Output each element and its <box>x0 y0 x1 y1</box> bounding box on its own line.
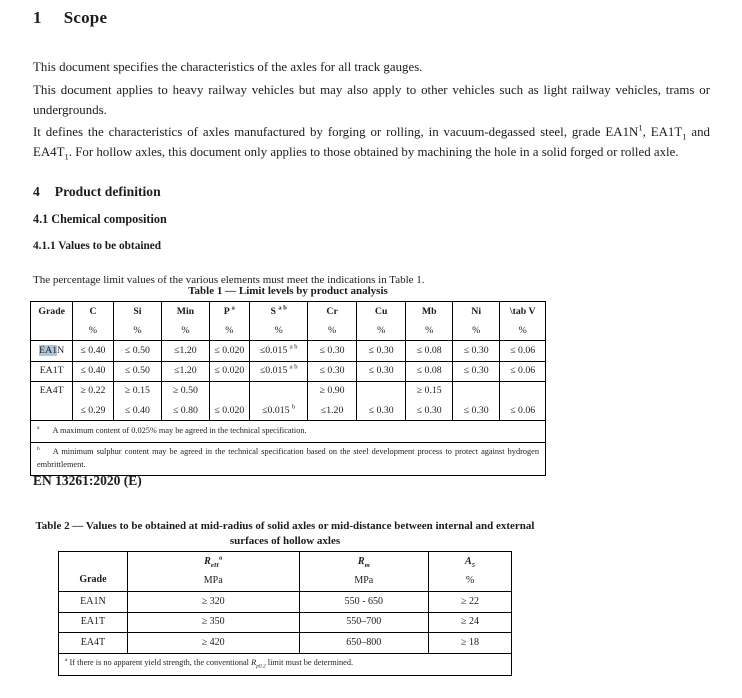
table-cell: ≤1.20 <box>308 401 357 421</box>
table-cell <box>31 302 73 341</box>
subscript-text: m <box>364 561 370 569</box>
text-segment: A <box>465 555 472 567</box>
table-cell <box>250 382 308 401</box>
text-segment: It defines the characteristics of axles manufactured by forging or rolling, in vacuum-degassed steel, grade EA1N <box>33 124 639 139</box>
table-cell: 550 - 650 <box>300 592 430 613</box>
superscript-text: a b <box>278 304 287 312</box>
text-segment: R <box>204 555 211 567</box>
table-cell: ≤ 0.08 <box>406 341 452 361</box>
text-segment: Si <box>133 305 142 317</box>
superscript-text: a <box>65 657 68 664</box>
table-cell: EA4T <box>31 382 73 421</box>
subscript-text: eH <box>210 561 219 569</box>
table-row <box>31 321 546 341</box>
text-segment: . For hollow axles, this document only applies to those obtained by machining the hole in a solid forged or rolled axle. <box>68 144 679 159</box>
table-cell <box>250 362 308 382</box>
scope-paragraph-1: This document specifies the characteristics of the axles for all track gauges. <box>33 59 423 74</box>
table-cell: ≤ 0.40 <box>73 341 113 361</box>
table-cell <box>453 382 501 401</box>
section-title: Product definition <box>54 184 161 199</box>
table-cell <box>128 552 300 572</box>
table-cell: ≥ 24 <box>429 613 512 634</box>
table-cell <box>453 302 501 321</box>
table-row <box>59 613 512 634</box>
text-segment: R <box>251 658 257 668</box>
table-row <box>59 633 512 654</box>
table-cell: ≤1.20 <box>162 341 210 361</box>
subscript-text: p0.2 <box>256 663 266 670</box>
table-cell <box>500 382 546 401</box>
table-cell: % <box>250 321 308 341</box>
table-cell: ≤ 0.30 <box>406 401 452 421</box>
table-cell: % <box>500 321 546 341</box>
table-cell: ≥ 420 <box>128 633 300 654</box>
table-cell <box>162 302 210 321</box>
table-cell: ≥ 0.15 <box>114 382 163 401</box>
table-cell: MPa <box>300 572 430 593</box>
highlighted-text: EA1 <box>39 344 58 356</box>
text-segment: ≤0.015 <box>259 365 290 377</box>
table-row <box>31 362 546 382</box>
table-cell <box>357 302 407 321</box>
table-cell: EA1N <box>59 592 128 613</box>
section-number: 4 <box>33 184 40 199</box>
table-cell: ≥ 0.50 <box>162 382 210 401</box>
superscript-text: 1 <box>638 122 643 133</box>
table-cell: % <box>453 321 501 341</box>
table-row <box>59 654 512 676</box>
table-cell: 650–800 <box>300 633 430 654</box>
table-cell: ≥ 22 <box>429 592 512 613</box>
table-cell: ≤ 0.40 <box>73 362 113 382</box>
text-segment: \tab V <box>509 305 536 317</box>
section-title: Scope <box>63 8 108 27</box>
table-row <box>59 592 512 613</box>
subscript-text: 1 <box>682 131 687 142</box>
table-cell <box>31 421 546 443</box>
text-segment: Cu <box>374 305 388 317</box>
table2-caption: Table 2 — Values to be obtained at mid-radius of solid axles or mid-distance between internal and external surfaces of hollow axles <box>35 520 535 548</box>
table-cell: ≤ 0.30 <box>357 341 407 361</box>
text-segment: limit must be determined. <box>265 658 354 668</box>
table-cell: % <box>308 321 357 341</box>
table-cell: ≤ 0.30 <box>308 341 357 361</box>
text-segment: R <box>357 555 365 567</box>
table-2 <box>58 551 512 676</box>
scope-paragraph-2: This document applies to heavy railway vehicles but may also apply to other vehicles such as light railway vehicles, trams or undergrounds. <box>33 82 710 117</box>
table-cell: ≤ 0.30 <box>357 401 407 421</box>
table-cell <box>210 302 250 321</box>
table-cell: % <box>114 321 163 341</box>
table-cell: ≤ 0.020 <box>210 401 250 421</box>
table-cell: ≤ 0.06 <box>500 362 546 382</box>
table-cell: % <box>162 321 210 341</box>
table-row <box>31 382 546 401</box>
table-cell: ≥ 0.15 <box>406 382 452 401</box>
doc-reference: EN 13261:2020 (E) <box>33 473 142 488</box>
table-row <box>31 401 546 421</box>
table-cell: ≥ 0.22 <box>73 382 113 401</box>
table-cell: EA1T <box>31 362 73 382</box>
section-heading-product-definition <box>33 184 161 200</box>
superscript-text: a <box>218 554 223 562</box>
table-cell <box>429 552 512 572</box>
superscript-text: a <box>231 304 235 312</box>
table-cell: ≤ 0.30 <box>308 362 357 382</box>
text-segment: Min <box>176 305 195 317</box>
table-cell: EA1T <box>59 613 128 634</box>
table-cell <box>308 302 357 321</box>
table-row <box>59 552 512 572</box>
table-cell <box>114 302 163 321</box>
text-segment: , EA1T <box>642 124 683 139</box>
subscript-text: 1 <box>64 151 69 162</box>
table-cell <box>250 302 308 321</box>
table-cell: ≤ 0.50 <box>114 341 163 361</box>
text-segment: Grade <box>38 305 65 317</box>
text-segment: A minimum sulphur content may be agreed in the technical specification based on the steel development process to protect against hydrogen embrittlement. <box>37 447 539 469</box>
table-cell <box>406 302 452 321</box>
table-cell: ≥ 320 <box>128 592 300 613</box>
table-cell: ≤ 0.020 <box>210 341 250 361</box>
superscript-text: b <box>37 446 40 453</box>
table-cell: ≤ 0.06 <box>500 341 546 361</box>
subsection-heading-values-to-be-obtained: 4.1.1 Values to be obtained <box>33 240 162 252</box>
table-cell: ≤ 0.30 <box>453 401 501 421</box>
table-cell: ≤ 0.40 <box>114 401 163 421</box>
table-row <box>31 421 546 443</box>
table-cell <box>250 401 308 421</box>
table-cell: ≤ 0.30 <box>453 362 501 382</box>
table-cell: MPa <box>128 572 300 593</box>
table-1 <box>30 301 546 476</box>
table-cell: ≤ 0.08 <box>406 362 452 382</box>
subsection-heading-chemical-composition: 4.1 Chemical composition <box>33 212 167 226</box>
table-cell <box>73 302 113 321</box>
table1-intro-paragraph: The percentage limit values of the various elements must meet the indications in Table 1. <box>33 274 425 286</box>
text-segment: Mb <box>421 305 437 317</box>
superscript-text: a b <box>289 363 298 371</box>
table-1-grid <box>30 301 546 476</box>
section-heading-scope <box>33 8 107 28</box>
text-segment: C <box>89 305 97 317</box>
subscript-text: 5 <box>471 561 476 569</box>
table-cell <box>250 341 308 361</box>
text-segment: and EA4T <box>33 124 710 159</box>
table-cell <box>59 654 512 676</box>
text-segment: N <box>57 344 65 356</box>
table-cell: ≤ 0.29 <box>73 401 113 421</box>
table-cell <box>210 382 250 401</box>
section-number: 1 <box>33 8 42 27</box>
scope-paragraph-3 <box>33 122 710 162</box>
table-cell: % <box>357 321 407 341</box>
table-cell: % <box>406 321 452 341</box>
table-row <box>31 443 546 476</box>
table-cell: % <box>73 321 113 341</box>
superscript-text: b <box>291 403 296 411</box>
table-cell <box>300 552 430 572</box>
text-segment: A maximum content of 0.025% may be agreed in the technical specification. <box>52 426 307 435</box>
table-cell <box>31 341 73 361</box>
table-cell: ≤ 0.30 <box>453 341 501 361</box>
table-cell <box>31 443 546 476</box>
text-segment: If there is no apparent yield strength, the conventional <box>67 658 252 668</box>
table-row <box>31 302 546 321</box>
table1-caption: Table 1 — Limit levels by product analysis <box>188 285 388 297</box>
table-cell: ≤ 0.50 <box>114 362 163 382</box>
table-2-grid <box>58 551 512 676</box>
text-segment: Cr <box>326 305 338 317</box>
table-cell: ≤ 0.80 <box>162 401 210 421</box>
table-cell: ≤ 0.020 <box>210 362 250 382</box>
table-cell: ≤ 0.30 <box>357 362 407 382</box>
superscript-text: a <box>37 425 40 432</box>
table-cell: EA4T <box>59 633 128 654</box>
text-segment: Grade <box>79 573 107 585</box>
table-cell: % <box>429 572 512 593</box>
text-segment: ≤0.015 <box>262 404 292 416</box>
table-cell: 550–700 <box>300 613 430 634</box>
table-cell: ≥ 18 <box>429 633 512 654</box>
table-cell: % <box>210 321 250 341</box>
table-cell <box>500 302 546 321</box>
text-segment: ≤0.015 <box>259 344 290 356</box>
table-cell: ≤ 0.06 <box>500 401 546 421</box>
superscript-text: a b <box>289 343 298 351</box>
text-segment: P <box>223 305 232 317</box>
table-row <box>31 341 546 361</box>
table-cell <box>59 552 128 592</box>
table-cell: ≥ 350 <box>128 613 300 634</box>
text-segment: S <box>270 305 279 317</box>
table-row <box>59 572 512 593</box>
table-cell: ≥ 0.90 <box>308 382 357 401</box>
table-cell <box>357 382 407 401</box>
table-cell: ≤1.20 <box>162 362 210 382</box>
text-segment: Ni <box>471 305 482 317</box>
